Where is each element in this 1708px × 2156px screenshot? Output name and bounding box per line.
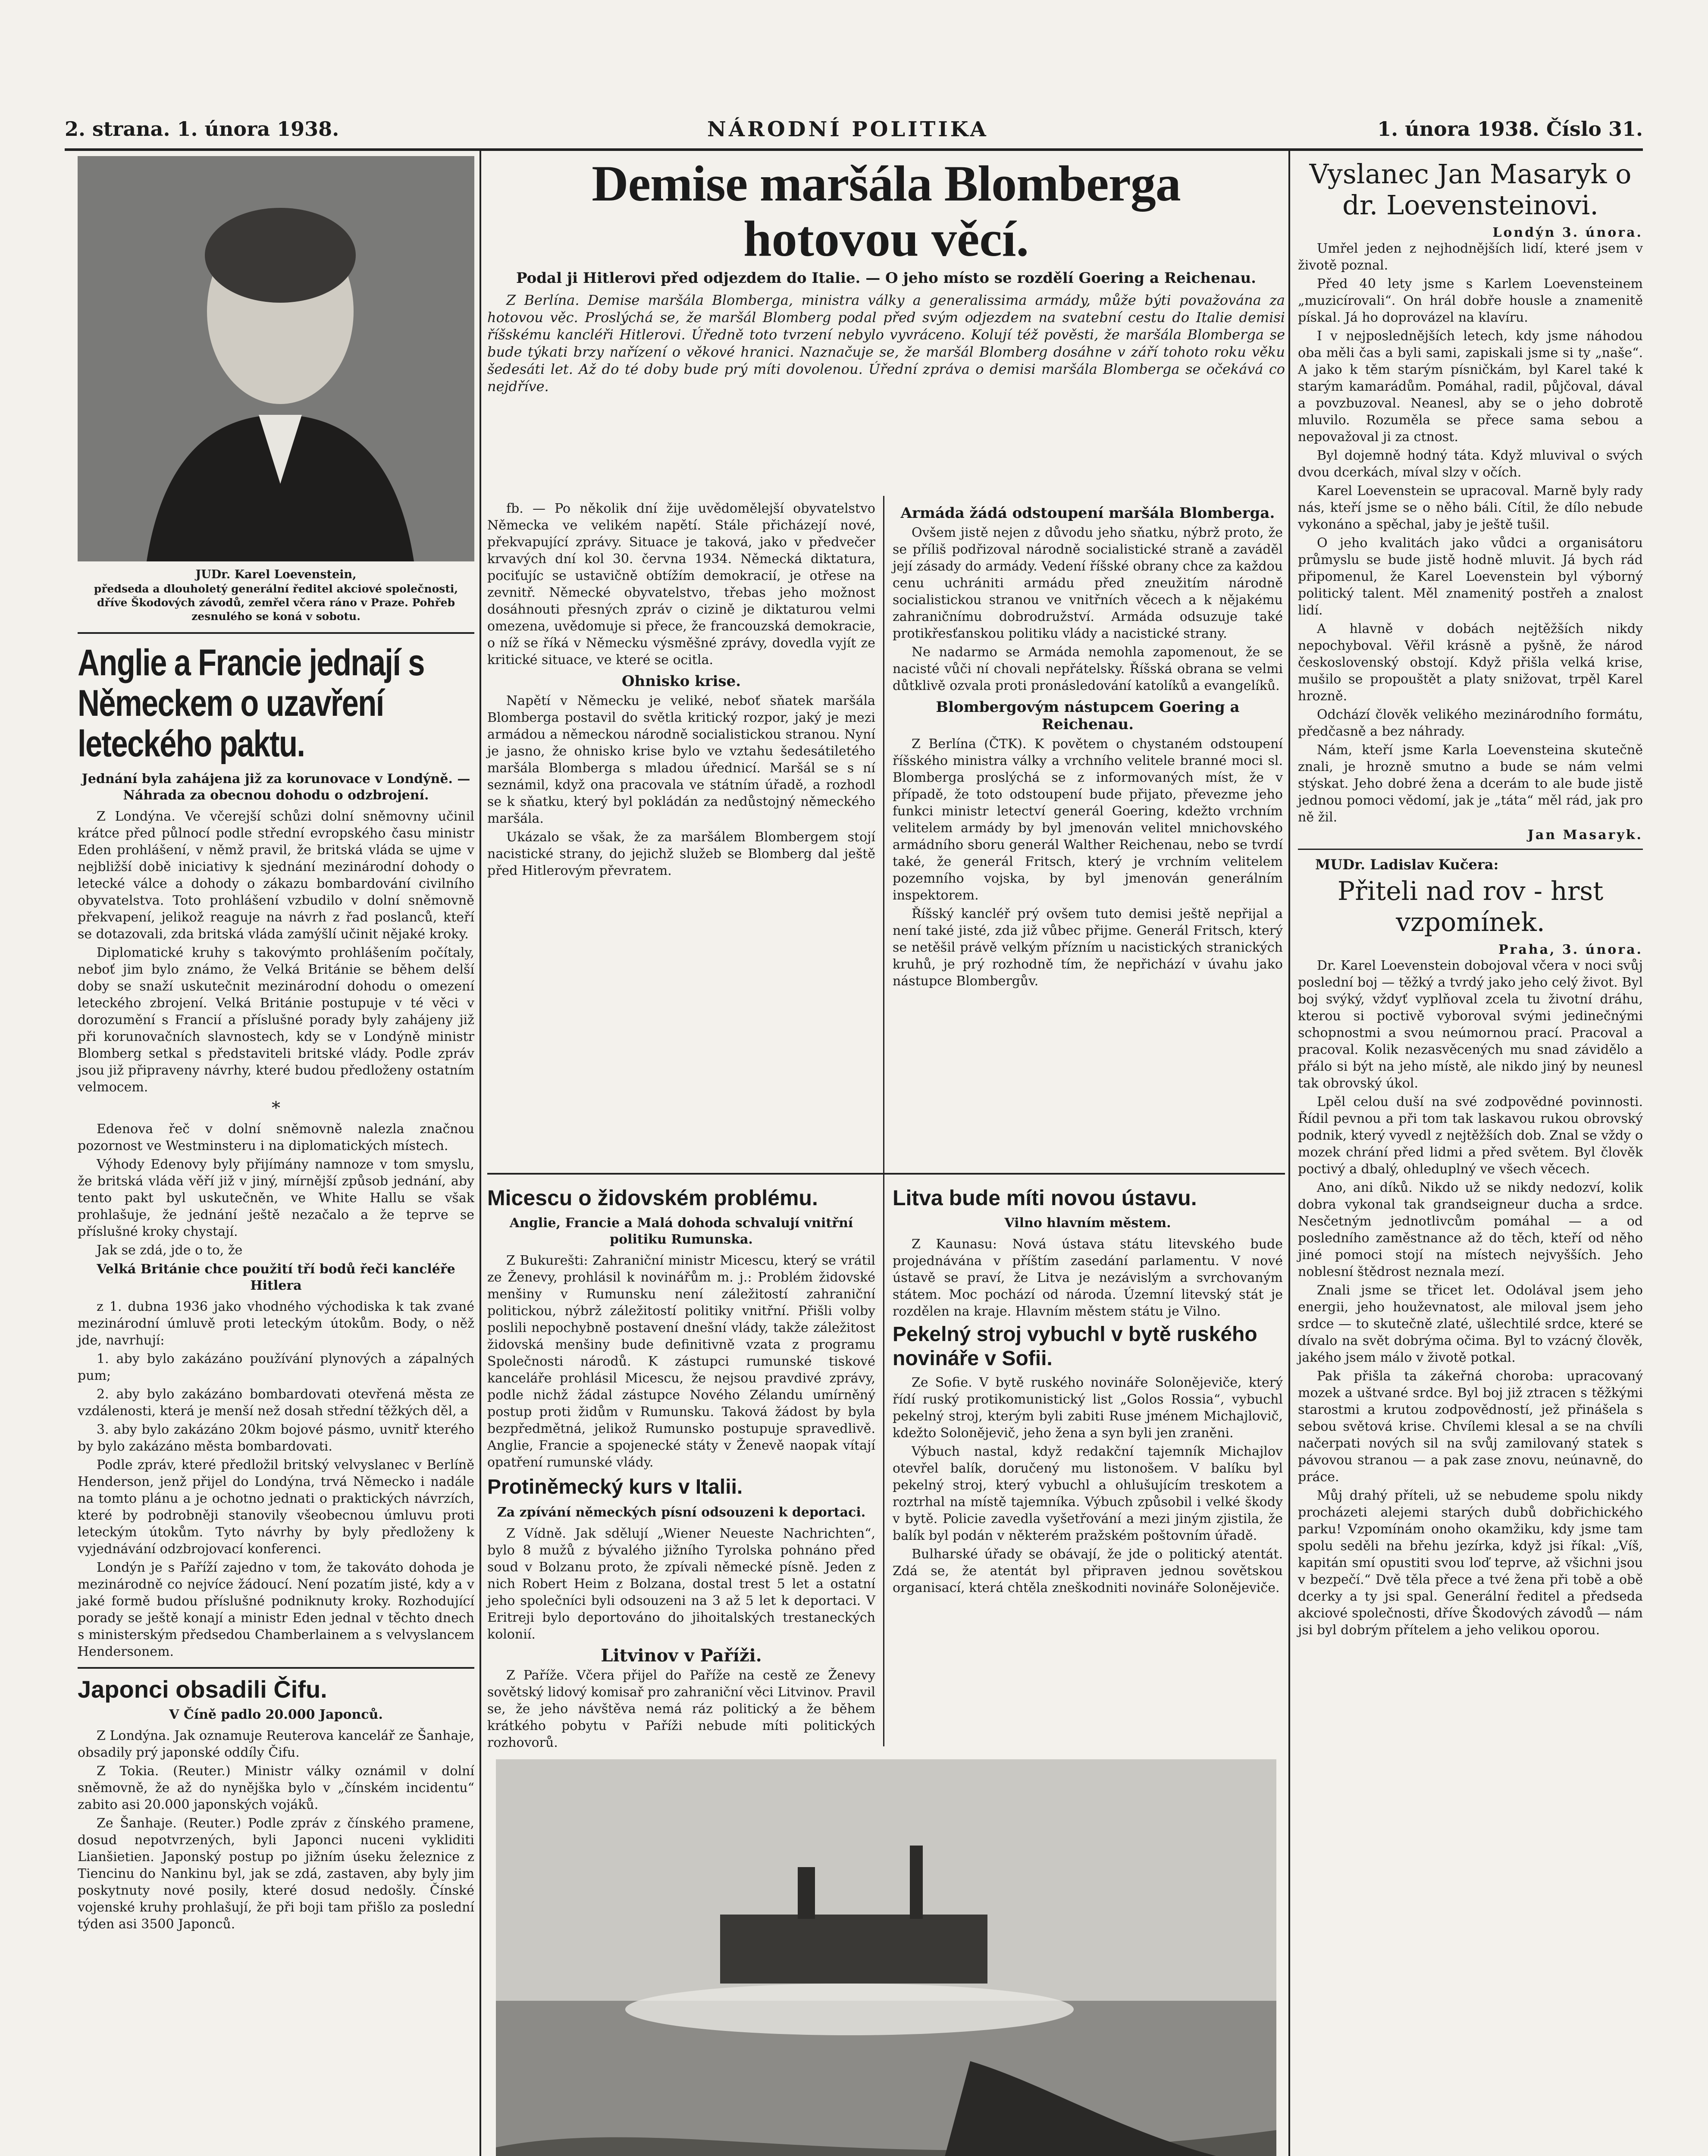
center-headline-block — [487, 156, 1285, 501]
page-date-left: 2. strana. 1. února 1938. — [65, 117, 339, 141]
article-paragraph: Umřel jeden z nejhodnějších lidí, které jsem v životě poznal. — [1298, 241, 1643, 273]
article-paragraph: Z Bukurešti: Zahraniční ministr Micescu, který se vrátil ze Ženevy, prohlásil k novinářům m. j.: Problém židovské menšiny v Rumunsku není záležitostí zahraniční politickou, nýbrž záležitostí politiky vnitřní. Přišli volby poslili nepochybně postavení dnešní vlády, takže záležitost židovská menšiny bude definitivně vzata z programu Společnosti národů. K zástupci rumunské tiskové kanceláře prohlásil Micescu, že nejsou pravdivé zprávy, podle nichž žádal zástupce Nového Zélandu umírněný postup proti židům v Rumunsku. Taková žádost by byla bezpředmětná, jelikož Rumunsko postupuje spravedlivě. Anglie, Francie a spojenecké státy v Ženevě naopak vítají opatření rumunské vlády. — [487, 1253, 875, 1470]
column-rule-center-2 — [883, 1181, 884, 1746]
right-column — [1298, 156, 1643, 2156]
article-paragraph: Odchází člověk velikého mezinárodního formátu, předčasně a bez náhrady. — [1298, 707, 1643, 739]
right-rule — [1298, 849, 1643, 850]
article-paragraph: Z Paříže. Včera přijel do Paříže na cestě ze Ženevy sovětský lidový komisař pro zahraniční věci Litvinov. Pravil se, že jeho návštěva nemá ráz politický a že během krátkého pobytu v Paříži nebude míti politických rozhovorů. — [487, 1668, 875, 1750]
issue-number: 1. února 1938. Číslo 31. — [1377, 117, 1643, 141]
article-paragraph: Dr. Karel Loevenstein dobojoval včera v noci svůj poslední boj — těžký a tvrdý jako jeho celý život. Byl boj svýký, vždyť vyplňoval zcela tu životní dráhu, kterou si poctivě vyboroval svými jedinečnými schopnostmi a svou neúmornou prací. Pracoval a pracoval. Kolik nezasvěcených mu snad závidělo a přálo si být na jeho místě, ale nikdo jiný by neunesl tak obrovský úkol. — [1298, 958, 1643, 1091]
left-rule-2 — [78, 1667, 474, 1669]
article-title-litvinov: Litvinov v Paříži. — [601, 1645, 762, 1666]
article-paragraph: Z Londýna. Jak oznamuje Reuterova kancelář ze Šanhaje, obsadily prý japonské oddíly Čifu. — [78, 1728, 474, 1760]
middle-left-column — [487, 1181, 875, 1750]
article-title-masaryk: Vyslanec Jan Masaryk o dr. Loevensteinovi. — [1309, 158, 1632, 221]
article-title-micescu: Micescu o židovském problému. — [487, 1186, 818, 1210]
article-paragraph: Ovšem jistě nejen z důvodu jeho sňatku, nýbrž proto, že se příliš podřizoval národně socialistické straně a zaváděl její zásady do armády. Vedení říšské obrany chce za každou cenu uchrániti armádu před zneužitím národně socialistickou stranou ve vnitřních věcech a k nějakému zahraničnímu dobrodružství. Armáda odsuzuje také protikřesťanskou politiku vlády a nacistické strany. — [893, 525, 1283, 641]
headline-lead: Z Berlína. Demise maršála Blomberga, ministra války a generalissima armády, může býti považována za hotovou věc. Proslýchá se, že maršál Blomberg podal před svým odjezdem na svatební cestu do Italie demisi říšskému kancléři Hitlerovi. Úředně toto tvrzení nebylo vyvráceno. Kolují též pověsti, že maršála Blomberga se bude týkati brzy nařízení o věkové hranici. Naznačuje se, že maršál Blomberg dosáhne v září tohoto roku věku šedesáti let. Až do té doby bude prý míti dovolenou. Úřední zpráva o demisi maršála Blomberga se očekává co nejdříve. — [487, 292, 1285, 395]
dateline-london: Londýn 3. února. — [1492, 225, 1643, 240]
subheading-goering: Blombergovým nástupcem Goering a Reichenau. — [936, 699, 1240, 733]
column-rule-1 — [479, 151, 481, 2156]
article-paragraph: Ne nadarmo se Armáda nemohla zapomenout, že se nacisté vůči ní chovali nepřátelsky. Říšská obrana se velmi důtklivě ozvala proti pronásledování katolíků a evangelíků. — [893, 645, 1283, 693]
subheading-ohnisko: Ohnisko krise. — [621, 673, 741, 690]
article-paragraph: Ukázalo se však, že za maršálem Blombergem stojí nacistické strany, do jejichž služeb se Blomberg dal ještě před Hitlerovým převratem. — [487, 830, 875, 878]
article-paragraph: Znali jsme se třicet let. Odolával jsem jeho energii, jeho houževnatost, ale miloval jsem jeho srdce — to skutečně zlaté, ušlechtilé srdce, které se dívalo na svět dobrýma očima. Byl to vzácný člověk, jakého jsem málo v životě potkal. — [1298, 1283, 1643, 1365]
dateline-praha: Praha, 3. února. — [1498, 942, 1643, 957]
article-paragraph: Diplomatické kruhy s takovýmto prohlášením počítaly, neboť jim bylo známo, že Velká Británie se během delší doby se snaží uskutečnit mezinárodní dohodu o omezení leteckého zbrojení. Velká Británie postupuje v té věci v dorozumění s Francií a příslušné porady byly zahájeny již při korunovačních slavnostech, kdy se v Londýně ministr Blomberg setkal s představiteli britské vlády. Podle zpráv jsou již připraveny návrhy, které budou předloženy ostatním velmocem. — [78, 945, 474, 1095]
article-paragraph: Ze Šanhaje. (Reuter.) Podle zpráv z čínského pramene, dosud nepotvrzených, byli Japonci nuceni vykliditi Lianšietien. Japonský postup po jižním úseku železnice z Tiencinu do Nankinu byl, jak se zdá, zastaven, aby byly jim poskytnuty nové posily, které dosud nedošly. Čínské vojenské kruhy prohlašují, že při boji tam přišlo za poslední týden asi 3500 Japonců. — [78, 1816, 474, 1932]
article-paragraph: Z Kaunasu: Nová ústava státu litevského bude projednávána v příštím zasedání parlamentu. V nové ústavě se praví, že Litva je nezávislým a svrchovaným státem. Moc pochází od národa. Územní litevský stát je rozdělen na kraje. Hlavním městem státu je Vilno. — [893, 1237, 1283, 1319]
article-paragraph: z 1. dubna 1936 jako vhodného východiska k tak zvané mezinárodní úmluvě proti leteckým útokům. Body, o něž jde, navrhují: — [78, 1299, 474, 1348]
article-paragraph: 2. aby bylo zakázáno bombardovati otevřená města ze vzdálenosti, která je menší než dosah střední těžkých děl, a — [78, 1387, 474, 1419]
article-paragraph: Jak se zdá, jde o to, že — [97, 1243, 243, 1258]
article-paragraph: Z Tokia. (Reuter.) Ministr války oznámil v dolní sněmovně, že až do nynějška bylo v „čínském incidentu“ zabito asi 20.000 japonských vojáků. — [78, 1764, 474, 1812]
column-rule-2 — [1288, 151, 1290, 2156]
ship-photo-icon — [496, 1759, 1276, 2156]
portrait-photo-icon — [78, 156, 474, 561]
article-title-italie: Protiněmecký kurs v Italii. — [487, 1476, 743, 1498]
article-paragraph: Říšský kancléř prý ovšem tuto demisi ještě nepřijal a není také jisté, zda již vůbec přijme. Generál Fritsch, který se netěšil právě velkým přízním u nacistických stranických kruhů, je prý rozhodně tím, že nepřichází v úvahu jako nástupce Blombergův. — [893, 906, 1283, 989]
article-paragraph: Výhody Edenovy byly přijímány namnoze v tom smyslu, že britská vláda věří již v jiný, mírnější způsob jednání, aby tento pakt byl uskutečněn, ve White Hallu se však prohlašuje, že jednání ještě nezačalo a že teprve se příslušné kroky chystají. — [78, 1157, 474, 1239]
article-paragraph: O jeho kvalitách jako vůdci a organisátoru průmyslu se bude jistě hodně mluvit. Já bych rád připomenul, že Karel Loevenstein byl výborný politický talent. Měl znamenitý postřeh a znalost lidí. — [1298, 536, 1643, 618]
portrait-photo — [78, 156, 474, 561]
headline-subtitle: Podal ji Hitlerovi před odjezdem do Italie. — O jeho místo se rozdělí Goering a Reichenau. — [516, 270, 1257, 287]
article-paragraph: Karel Loevenstein se upracoval. Marně byly rady nás, kteří jsme se o něho báli. Cítil, že dílo nebude vykonáno a spěchal, jaby je ještě tušil. — [1298, 483, 1643, 532]
masthead — [65, 117, 1643, 147]
center-horizontal-rule — [487, 1173, 1285, 1175]
article-paragraph: A hlavně v dobách nejtěžších nikdy nepochyboval. Věřil krásně a pyšně, že národ československý obstojí. Když přišla velká krise, mušilo se propouštět a platy snižovat, trpěl Karel hrozně. — [1298, 621, 1643, 704]
article-title-anglie-francie: Anglie a Francie jednají s Německem o uzavření leteckého paktu. — [78, 642, 424, 765]
middle-right-column — [893, 1181, 1283, 1742]
article-subtitle-japonci: V Číně padlo 20.000 Japonců. — [169, 1707, 383, 1722]
portrait-caption-name: JUDr. Karel Loevenstein, — [195, 568, 357, 581]
headline-line-1: Demise maršála Blomberga — [592, 155, 1181, 212]
article-subtitle-italie: Za zpívání německých písní odsouzeni k deportaci. — [497, 1505, 866, 1520]
center-right-column — [893, 500, 1283, 1169]
portrait-caption-text: předseda a dlouholetý generální ředitel akciové společnosti, dříve Škodových závodů, zemřel včera ráno v Praze. Pohřeb zesnulého se koná v sobotu. — [94, 583, 458, 623]
article-paragraph: Z Londýna. Ve včerejší schůzi dolní sněmovny učinil krátce před půlnocí podle střední evropského času ministr Eden prohlášení, v němž pravil, že britská vláda se ujme v nejbližší době iniciativy k sjednání mezinárodní dohody o letecké válce a dohody o zákazu bombardování civilního obyvatelstva. Toto prohlášení vzbudilo v dolní sněmovně překvapení, jelikož reaguje na návrh z řad poslanců, kteří se dotazovali, zda britská vláda zamýšlí učinit nějaké kroky. — [78, 809, 474, 942]
newspaper-title: NÁRODNÍ POLITIKA — [707, 117, 989, 141]
article-title-priteli: Přiteli nad rov - hrst vzpomínek. — [1337, 876, 1604, 937]
left-column — [78, 156, 474, 2156]
left-rule-1 — [78, 632, 474, 634]
article-paragraph: Z Vídně. Jak sdělují „Wiener Neueste Nachrichten“, bylo 8 mužů z bývalého jižního Tyrolska pohnáno před soud v Bolzanu proto, že zpívali německé písně. Jeden z nich Robert Heim z Bolzana, dostal trest 5 let a ostatní jeho společníci byli odsouzeni na 3 až 5 let k deportaci. V Eritreji bylo deportováno do jihoitalských trestaneckých kolonií. — [487, 1526, 875, 1642]
article-paragraph: Výbuch nastal, když redakční tajemník Michajlov otevřel balík, doručený mu listonošem. V balíku byl pekelný stroj, který vybuchl a ohlušujícím treskotem a roztrhal na místě tajemníka. Výbuch způsobil i velké škody v bytě. Policie zavedla vyšetřování a mezi jiným zjistila, že balík byl podán v některém pražském poštovním úřadě. — [893, 1444, 1283, 1543]
article-paragraph: Ano, ani díků. Nikdo už se nikdy nedozví, kolik dobra vykonal tak grandseigneur ducha a srdce. Nesčetným jednotlivcům pomáhal — a od posledního zaměstnance až do těch, kteří od něho jiné pomoci stojí na místech nejvyšších. Jeho noblesní štědrost neznala mezí. — [1298, 1180, 1643, 1279]
signature-masaryk: Jan Masaryk. — [1527, 827, 1643, 843]
article-paragraph: Z Berlína (ČTK). K povětem o chystaném odstoupení říšského ministra války a vrchního velitele branné moci sl. Blomberga proslýchá se z informovaných míst, že v případě, že toto odstoupení bude přijato, převezme jeho funkci ministr letectví generál Goering, kdežto vrchním velitelem armády by byl jmenován velitel mnichovského armádního sboru generál Walther Reichenau, nebo se tvrdí také, že generál Fritsch, který je vrchním velitelem pozemního vojska, by byl jmenován generálním inspektorem. — [893, 736, 1283, 903]
article-paragraph: Bulharské úřady se obávají, že jde o politický atentát. Zdá se, že atentát byl připraven jednou sovětskou organisací, která chtěla zneškodniti novináře Solonějeviče. — [893, 1547, 1283, 1595]
article-paragraph: Pak přišla ta zákeřná choroba: upracovaný mozek a uštvané srdce. Byl boj již ztracen s těžkými starostmi a krutou zodpovědností, jež přinášela s sebou světová krise. Chvílemi klesal a se na chvíli načerpati nových sil na svůj zamilovaný statek s pávovou stranou — a pak zase znovu, neúnavně, do práce. — [1298, 1369, 1643, 1485]
article-paragraph: I v nejposlednějších letech, kdy jsme náhodou oba měli čas a byli sami, zapiskali jsme si ty „naše“. A jako k těm starým písničkám, byl Karel také k starým kamarádům. Pomáhal, radil, půjčoval, dával a povzbuzoval. Neanesl, aby se o jeho dobrotě mluvilo. Rozuměla se přece sama sebou a nepovažoval ji za ctnost. — [1298, 329, 1643, 445]
article-subheading: Velká Británie chce použití tří bodů řeči kancléře Hitlera — [97, 1262, 455, 1293]
article-paragraph: Ze Sofie. V bytě ruského novináře Solonějeviče, který řídí ruský protikomunistický list „Golos Rossia“, vybuchl pekelný stroj, kterým byli zabiti Ruse jménem Michajlovič, kdežto Solonějevič, jeho žena a syn byli jen zraněni. — [893, 1375, 1283, 1441]
header-rule — [65, 148, 1643, 151]
article-paragraph: Napětí v Německu je veliké, neboť sňatek maršála Blomberga postavil do světla kritický rozpor, jaký je mezi armádou a německou národně socialistickou stranou. Nyní je jasno, že ohnisko krise bylo ve vztahu šedesátiletého maršála Blomberga s mladou úřednicí. Maršál se s ní seznámil, když ona pracovala ve státním úřadě, a rozhodl se k sňatku, který byl pokládán za nedůstojný německého maršála. — [487, 693, 875, 826]
article-paragraph: Nám, kteří jsme Karla Loevensteina skutečně znali, je hrozně smutno a bude se nám velmi stýskat. Jeho dobré žena a dcerám to ale bude jistě jednou pomoci vědomí, jak je „táta“ měl rád, jak pro ně žil. — [1298, 743, 1643, 825]
article-paragraph: Byl dojemně hodný táta. Když mluvival o svých dvou dcerkách, míval slzy v očích. — [1298, 448, 1643, 480]
author-kucera: MUDr. Ladislav Kučera: — [1315, 856, 1499, 873]
article-title-pekelny-stroj: Pekelný stroj vybuchl v bytě ruského novináře v Sofii. — [893, 1323, 1257, 1370]
headline-line-2: hotovou věcí. — [743, 210, 1029, 267]
article-paragraph: Londýn je s Paříží zajedno v tom, že takováto dohoda je mezinárodně co nejvíce žádoucí. Není pozatím jisté, kdy a v jaké formě budou příslušné podniknuty kroky. Rozhodující porady se ještě konají a ministr Eden jednal v těchto dnech s ministerským předsedou Chamberlainem a s velvyslancem Hendersonem. — [78, 1560, 474, 1659]
article-paragraph: Podle zpráv, které předložil britský velvyslanec v Berlíně Henderson, jenž přijel do Londýna, trvá Německo i nadále na tomto plánu a je ochotno jednati o praktických návrzích, které by podrobněji stanovily všeobecnou úmluvu proti leteckým útokům. Tyto návrhy by byly předloženy k vyjednávání odzbrojovací konferenci. — [78, 1457, 474, 1557]
article-subtitle-micescu: Anglie, Francie a Malá dohoda schvalují vnitřní politiku Rumunska. — [509, 1216, 853, 1247]
ship-photo — [496, 1759, 1276, 2156]
article-subtitle-litva: Vilno hlavním městem. — [1004, 1216, 1171, 1231]
column-rule-center — [883, 496, 884, 1186]
separator-star: * — [272, 1098, 280, 1118]
article-title-litva: Litva bude míti novou ústavu. — [893, 1186, 1197, 1210]
subheading-armada: Armáda žádá odstoupení maršála Blomberga. — [900, 505, 1275, 522]
article-paragraph: Můj drahý příteli, už se nebudeme spolu nikdy procházeti alejemi starých dubů dobřichického parku! Vzpomínám onoho okamžiku, kdy jsme tam spolu seděli na břehu jezírka, když jsi říkal: „Víš, kapitán smí opustiti svou loď teprve, až všichni jsou v bezpečí.“ Dvě těla přece a tvé žena při tobě a obě dcerky a ty jsi spal. Generální ředitel a předseda akciové společnosti, dříve Škodových závodů — nám jsi byl dobrým přítelem a jeho velikou oporou. — [1298, 1488, 1643, 1638]
article-paragraph: 3. aby bylo zakázáno 20km bojové pásmo, uvnitř kterého by bylo zakázáno města bombardovati. — [78, 1422, 474, 1454]
article-paragraph: 1. aby bylo zakázáno používání plynových a zápalných pum; — [78, 1351, 474, 1383]
article-title-japonci: Japonci obsadili Čifu. — [78, 1676, 327, 1703]
article-paragraph: fb. — Po několik dní žije uvědomělejší obyvatelstvo Německa ve velikém napětí. Stále přicházejí nové, překvapující zprávy. Situace je taková, jako v předvečer krvavých dní kol 30. června 1934. Německá diktatura, pociťujíc se ustavičně obtížím demokracií, je otřese na zevnitř. Německé obyvatelstvo, třebas jeho možnost dosáhnouti přesných zpráv o cizině je diktaturou velmi omezena, uvědomuje si přece, že francouzská demokracie, o níž se říká v Německu výsměšné zprávy, dovedla vyjít ze kritické situace, ve které se ocitla. — [487, 501, 875, 667]
article-subtitle-anglie-francie: Jednání byla zahájena již za korunovace v Londýně. — Náhrada za obecnou dohodu o odzbrojení. — [81, 771, 470, 803]
article-paragraph: Před 40 lety jsme s Karlem Loevensteinem „muzicírovali“. On hrál dobře housle a znamenitě pískal. Já ho doprovázel na klavíru. — [1298, 276, 1643, 325]
article-paragraph: Lpěl celou duší na své zodpovědné povinnosti. Řídil pevnou a při tom tak laskavou rukou obrovský podnik, který vyvedl z nejtěžších dob. Znal se vždy o mozek chrání před lidmi a před světem. Byl člověk poctivý a dbalý, ohleduplný ve všech věcech. — [1298, 1094, 1643, 1177]
article-paragraph: Edenova řeč v dolní sněmovně nalezla značnou pozornost ve Westminsteru i na diplomatických místech. — [78, 1122, 474, 1153]
center-left-column — [487, 500, 875, 1169]
